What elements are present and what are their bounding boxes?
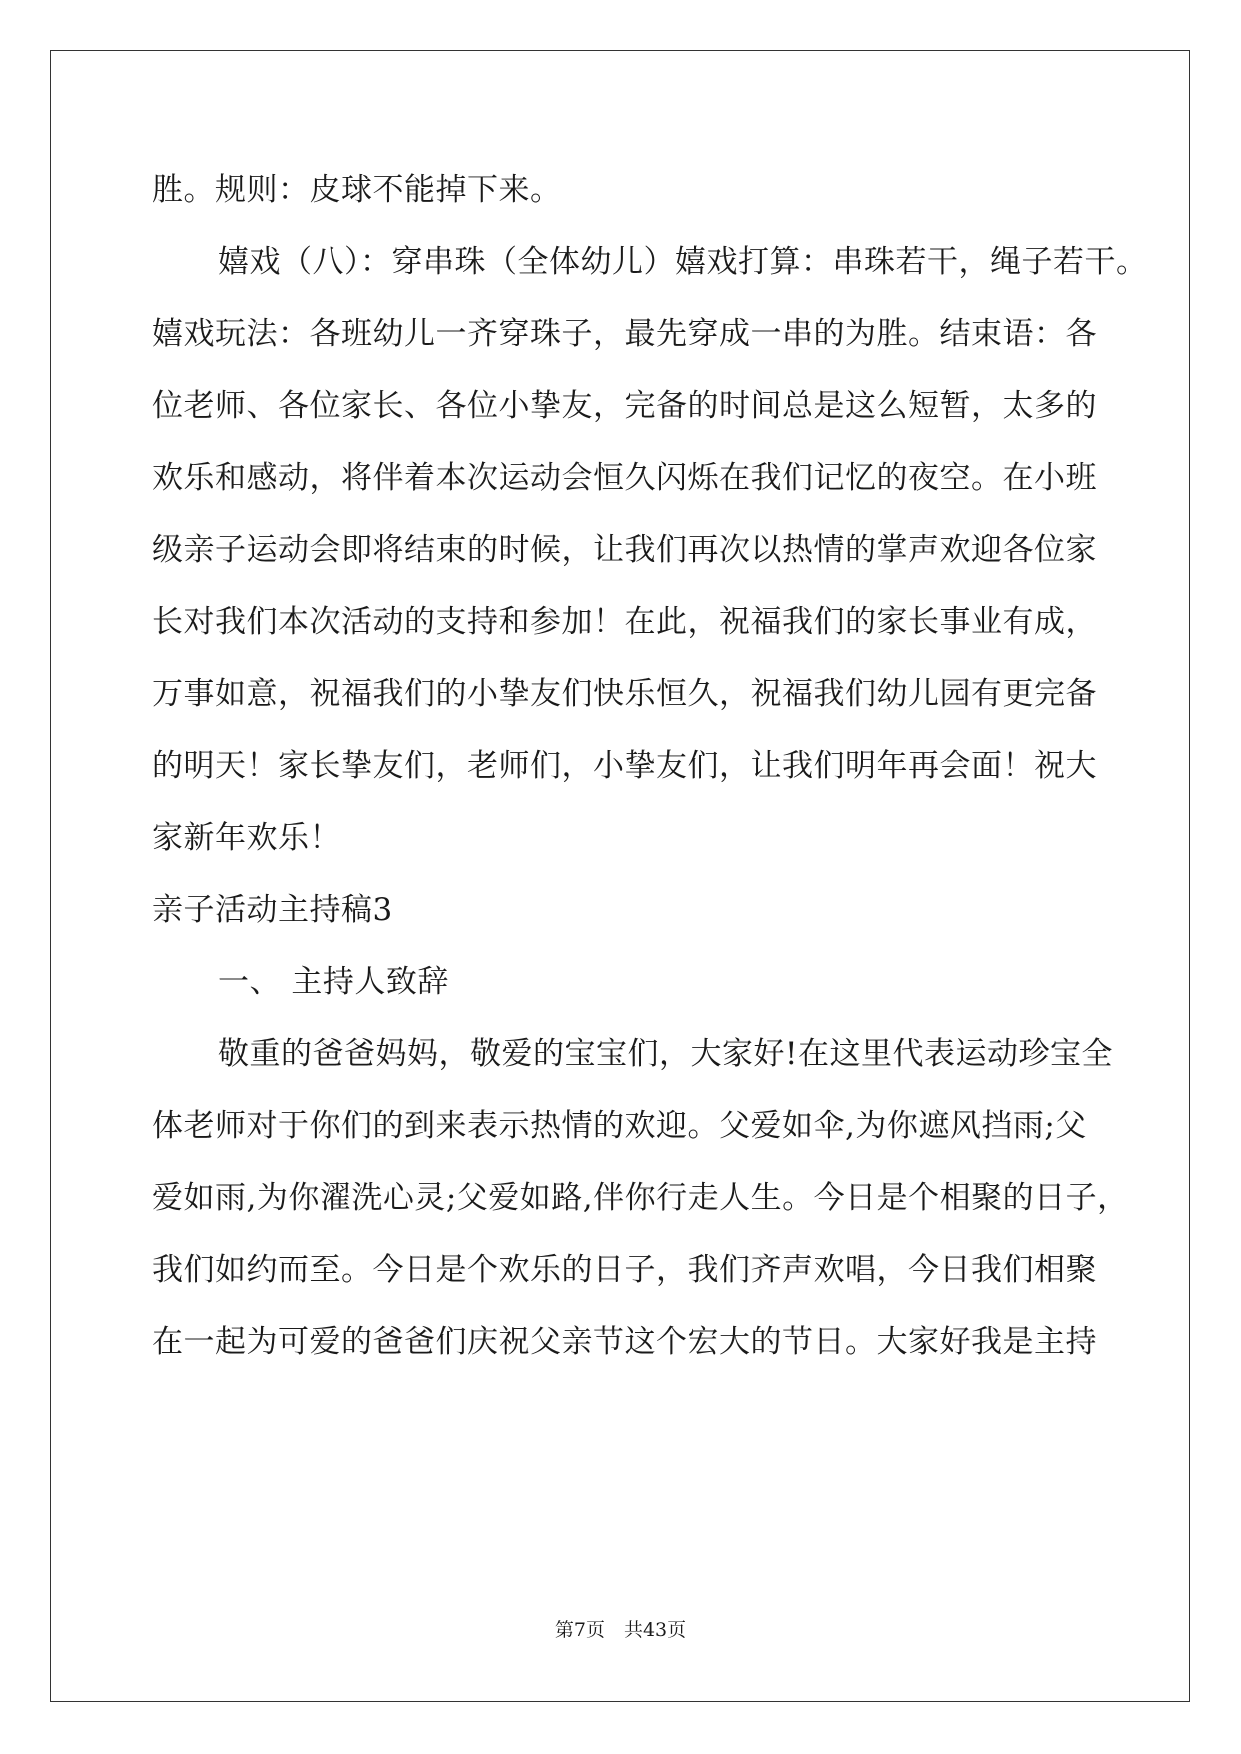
text-line: 的明天！家长挚友们，老师们，小挚友们，让我们明年再会面！祝大 (152, 748, 1097, 784)
page-border (50, 50, 1190, 1702)
text-line: 胜。规则：皮球不能掉下来。 (152, 172, 562, 208)
text-line: 家新年欢乐！ (152, 820, 341, 856)
text-line: 万事如意，祝福我们的小挚友们快乐恒久，祝福我们幼儿园有更完备 (152, 676, 1097, 712)
text-line: 长对我们本次活动的支持和参加！在此，祝福我们的家长事业有成， (152, 604, 1097, 640)
text-line: 嬉戏（八）：穿串珠（全体幼儿）嬉戏打算：串珠若干，绳子若干。 (218, 244, 1148, 280)
text-line: 级亲子运动会即将结束的时候，让我们再次以热情的掌声欢迎各位家 (152, 532, 1097, 568)
text-line: 爱如雨,为你濯洗心灵;父爱如路,伴你行走人生。今日是个相聚的日子， (152, 1180, 1129, 1216)
text-line: 在一起为可爱的爸爸们庆祝父亲节这个宏大的节日。大家好我是主持 (152, 1324, 1097, 1360)
text-line: 我们如约而至。今日是个欢乐的日子，我们齐声欢唱，今日我们相聚 (152, 1252, 1097, 1288)
section-heading: 亲子活动主持稿3 (152, 892, 393, 928)
text-line: 位老师、各位家长、各位小挚友，完备的时间总是这么短暂，太多的 (152, 388, 1097, 424)
text-line: 欢乐和感动，将伴着本次运动会恒久闪烁在我们记忆的夜空。在小班 (152, 460, 1097, 496)
subsection-heading: 一、 主持人致辞 (218, 964, 449, 1000)
text-line: 嬉戏玩法：各班幼儿一齐穿珠子，最先穿成一串的为胜。结束语：各 (152, 316, 1097, 352)
text-line: 敬重的爸爸妈妈，敬爱的宝宝们，大家好!在这里代表运动珍宝全 (218, 1036, 1113, 1072)
page-number-footer: 第7页 共43页 (554, 1619, 687, 1641)
text-line: 体老师对于你们的到来表示热情的欢迎。父爱如伞,为你遮风挡雨;父 (152, 1108, 1087, 1144)
